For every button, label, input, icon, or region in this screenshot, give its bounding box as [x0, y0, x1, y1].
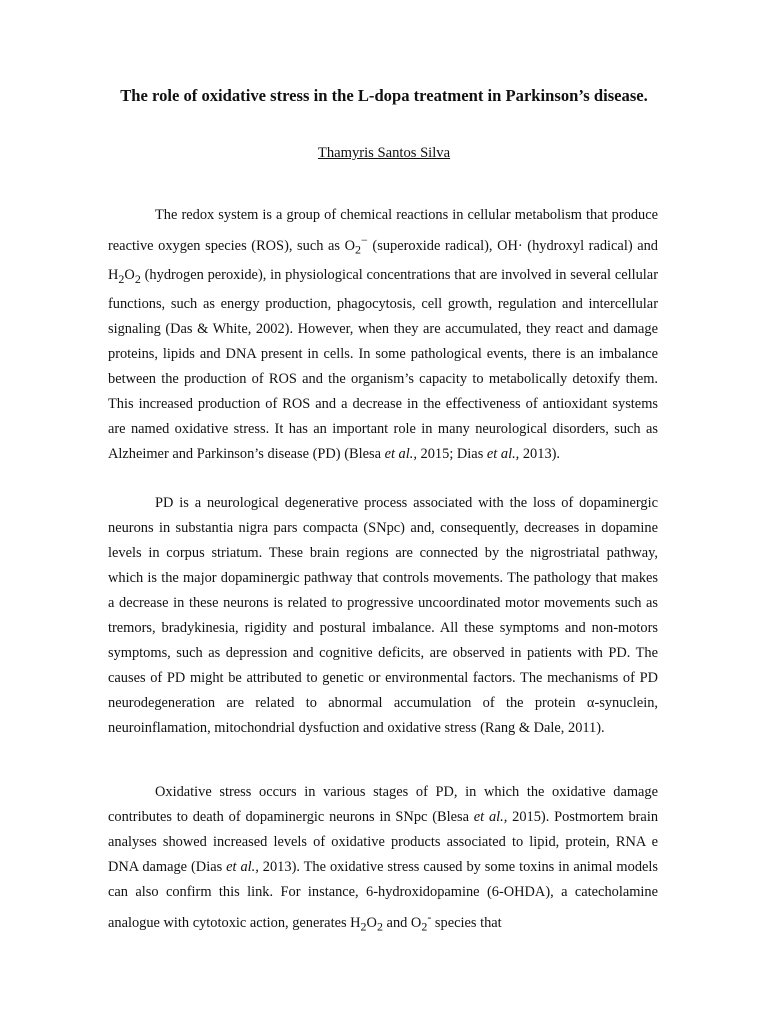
p3-sub-c: 2	[421, 919, 428, 934]
author-name-text: Thamyris Santos Silva	[317, 145, 451, 161]
author-name	[108, 145, 660, 162]
p1-sup-a: −	[361, 233, 368, 247]
paragraph-1	[108, 203, 658, 467]
p1-italic-1: et al.,	[384, 445, 417, 462]
p3-sup-a: -	[427, 910, 432, 924]
p1-text-b: (superoxide radical), OH· (hydroxyl radical) and H	[108, 237, 658, 283]
p3-text-d: O	[366, 914, 377, 931]
p1-text-d: (hydrogen peroxide), in physiological concentrations that are involved in several cellular functions, such as energy production, phagocytosis, cell growth, regulation and intercellular signaling (Das & White, 2002). However, when they are accumulated, they react and damage proteins, lipids and DNA present in cells. In some pathological events, there is an imbalance between the production of ROS and the organism’s capacity to metabolically detoxify them. This increased production of ROS and a decrease in the effectiveness of antioxidant systems are named oxidative stress. It has an important role in many neurological disorders, such as Alzheimer and Parkinson’s disease (PD) (Blesa	[108, 266, 658, 462]
p1-sub-b: 2	[118, 271, 125, 286]
p3-text-b: 2015). Postmortem brain analyses showed increased levels of oxidative products associated to lipid, protein, RNA e DNA damage (Dias	[108, 809, 659, 875]
p1-text-a: The redox system is a group of chemical reactions in cellular metabolism that produce reactive oxygen species (ROS), such as O	[108, 207, 658, 254]
p3-sub-a: 2	[360, 919, 367, 934]
paragraph-2: PD is a neurological degenerative process associated with the loss of dopaminergic neurons in substantia nigra pars compacta (SNpc) and, consequently, decreases in dopamine levels in corpus striatum. These brain regions are connected by the nigrostriatal pathway, which is the major dopaminergic pathway that controls movements. The pathology that makes a decrease in these neurons is related to progressive uncoordinated motor movements such as tremors, bradykinesia, rigidity and postural imbalance. All these symptoms and non-motors symptoms, such as depression and cognitive deficits, are observed in patients with PD. The causes of PD might be attributed to genetic or environmental factors. The mechanisms of PD neurodegeneration are related to abnormal accumulation of the protein α-synuclein, neuroinflamation, mitochondrial dysfuction and oxidative stress (Rang & Dale, 2011).	[108, 495, 658, 736]
paragraph-3	[108, 780, 658, 940]
p1-sub-c: 2	[134, 271, 141, 286]
p3-text-a: Oxidative stress occurs in various stages of PD, in which the oxidative damage contributes to death of dopaminergic neurons in SNpc (Blesa	[108, 784, 658, 825]
p1-italic-2: et al.,	[486, 445, 520, 462]
p1-text-e: 2015; Dias	[416, 445, 487, 462]
p3-text-c: 2013). The oxidative stress caused by some toxins in animal models can also confirm this link. For instance, 6-hydroxidopamine (6-OHDA), a catecholamine analogue with cytotoxic action, generates H	[108, 859, 659, 931]
page-title: The role of oxidative stress in the L-dopa treatment in Parkinson’s disease.	[120, 86, 648, 105]
p3-sub-b: 2	[376, 919, 383, 934]
p3-text-e: and O	[382, 914, 422, 931]
p3-text-f: species that	[431, 914, 502, 931]
p1-text-f: 2013).	[519, 445, 561, 462]
p1-sub-a: 2	[355, 242, 362, 257]
p1-text-c: O	[124, 266, 135, 283]
p3-italic-2: et al.,	[226, 859, 259, 875]
p3-italic-1: et al.,	[473, 809, 508, 825]
